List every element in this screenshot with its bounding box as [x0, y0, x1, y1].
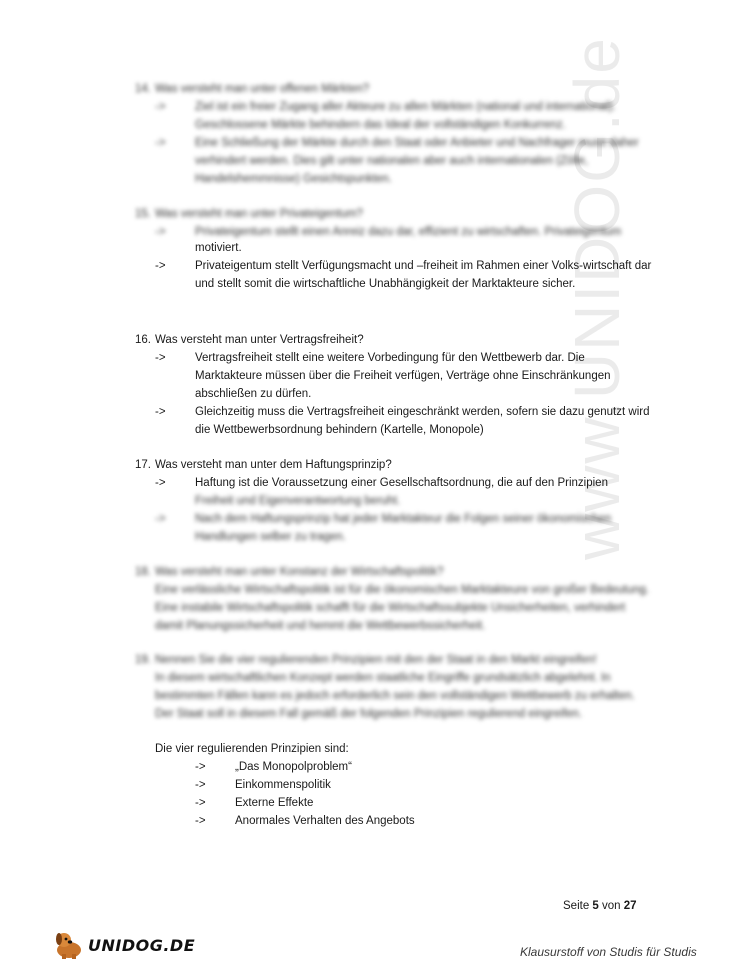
principles-list — [195, 758, 415, 830]
principles-intro: Die vier regulierenden Prinzipien sind: — [155, 743, 349, 755]
answer-item: -> Privateigentum stellt Verfügungsmacht und –freiheit im Rahmen einer Volks-wirtschaft dar und stellt somit die wirtschaftliche Unabhängigkeit der Marktakteure sicher. — [155, 260, 652, 290]
answer-item: -> Ziel ist ein freier Zugang aller Akteure zu allen Märkten (national und international). Geschlossene Märkte behindern das Ideal der vollständigen Konkurrenz. — [155, 101, 616, 131]
dog-icon — [52, 930, 86, 960]
question-title: Was versteht man unter Konstanz der Wirtschaftspolitik? — [155, 566, 444, 578]
answer-item: -> Nach dem Haftungsprinzip hat jeder Marktakteur die Folgen seiner ökonomischen Handlungen selber zu tragen. — [155, 513, 612, 543]
answer-paragraph: Eine verlässliche Wirtschaftspolitik ist für die ökonomischen Marktakteure von großer Bedeutung. Eine instabile Wirtschaftspolitik schafft für die Wirtschaftssubjekte Unsicherheiten, verhindert damit Planungssicherheit und hemmt die Wettbewerbssicherheit. — [155, 584, 650, 632]
question-title: Was versteht man unter offenen Märkten? — [155, 83, 370, 95]
question-17 — [135, 456, 655, 546]
question-19 — [135, 651, 655, 723]
question-title: Nennen Sie die vier regulierenden Prinzipien mit den der Staat in den Markt eingreifen! — [155, 654, 597, 666]
unidog-logo — [52, 930, 195, 960]
question-title: Was versteht man unter Vertragsfreiheit? — [155, 334, 364, 346]
question-number: 15. — [135, 208, 151, 220]
answer-item: -> Vertragsfreiheit stellt eine weitere Vorbedingung für den Wettbewerb dar. Die Marktakteure müssen über die Freiheit verfügen, Verträge ohne Einschränkungen abschließen zu dürfen. — [155, 352, 611, 400]
question-title: Was versteht man unter Privateigentum? — [155, 208, 363, 220]
question-16 — [135, 331, 655, 439]
question-number: 16. — [135, 334, 151, 346]
list-item: -> „Das Monopolproblem“ — [195, 761, 352, 773]
answer-item: motiviert. — [195, 242, 242, 254]
answer-item: -> Haftung ist die Voraussetzung einer Gesellschaftsordnung, die auf den Prinzipien Freiheit und Eigenverantwortung beruht. — [155, 477, 608, 507]
question-18 — [135, 563, 655, 635]
watermark: www.UNIDOG.de — [561, 36, 633, 560]
question-title: Was versteht man unter dem Haftungsprinzip? — [155, 459, 392, 471]
list-item: -> Externe Effekte — [195, 797, 314, 809]
list-item: -> Anormales Verhalten des Angebots — [195, 815, 415, 827]
question-number: 18. — [135, 566, 151, 578]
question-number: 17. — [135, 459, 151, 471]
question-number: 19. — [135, 654, 151, 666]
page-number: Seite 5 von 27 — [563, 900, 637, 912]
question-15 — [135, 205, 655, 293]
question-number: 14. — [135, 83, 151, 95]
answer-paragraph: In diesem wirtschaftlichen Konzept werden staatliche Eingriffe grundsätzlich abgelehnt. In bestimmten Fällen kann es jedoch erforderlich sein den vollständigen Wettbewerb zu erhalten. Der Staat soll in diesem Fall gemäß der folgenden Prinzipien regulierend eingreifen. — [155, 672, 635, 720]
question-14 — [135, 80, 655, 188]
list-item: -> Einkommenspolitik — [195, 779, 331, 791]
answer-item: -> Eine Schließung der Märkte durch den Staat oder Anbieter und Nachfrager muss daher verhindert werden. Dies gilt unter nationalen aber auch internationalen (Zölle, Handelshemmnisse) Gesichtspunkten. — [155, 137, 639, 185]
footer-tagline: Klausurstoff von Studis für Studis — [520, 945, 697, 959]
answer-item: -> Privateigentum stellt einen Anreiz dazu dar, effizient zu wirtschaften. Privateigentum — [155, 226, 622, 238]
logo-text: UNIDOG.DE — [88, 935, 196, 955]
answer-item: -> Gleichzeitig muss die Vertragsfreiheit eingeschränkt werden, sofern sie dazu genutzt wird die Wettbewerbsordnung behindern (Kartelle, Monopole) — [155, 406, 650, 436]
